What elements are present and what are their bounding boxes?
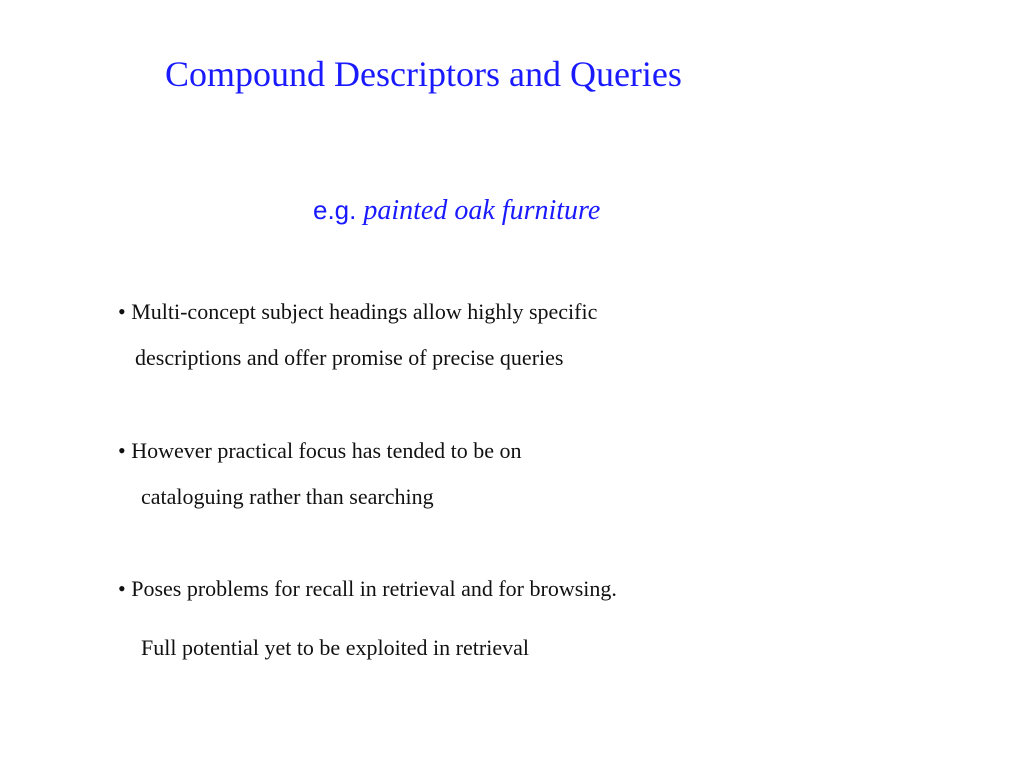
example-phrase (313, 192, 600, 229)
example-prefix: e.g. (313, 195, 357, 225)
bullet-1-line-1: • Multi-concept subject headings allow highly specific (118, 299, 598, 324)
bullet-3-line-2: Full potential yet to be exploited in retrieval (141, 635, 529, 660)
bullet-2-line-1: • However practical focus has tended to be on (118, 438, 522, 463)
example-text: painted oak furniture (363, 195, 601, 226)
bullet-1-line-2: descriptions and offer promise of precise queries (135, 345, 564, 370)
bullet-2-line-2: cataloguing rather than searching (141, 484, 434, 509)
bullet-3-line-1: • Poses problems for recall in retrieval and for browsing. (118, 576, 617, 601)
slide-title: Compound Descriptors and Queries (165, 54, 682, 94)
